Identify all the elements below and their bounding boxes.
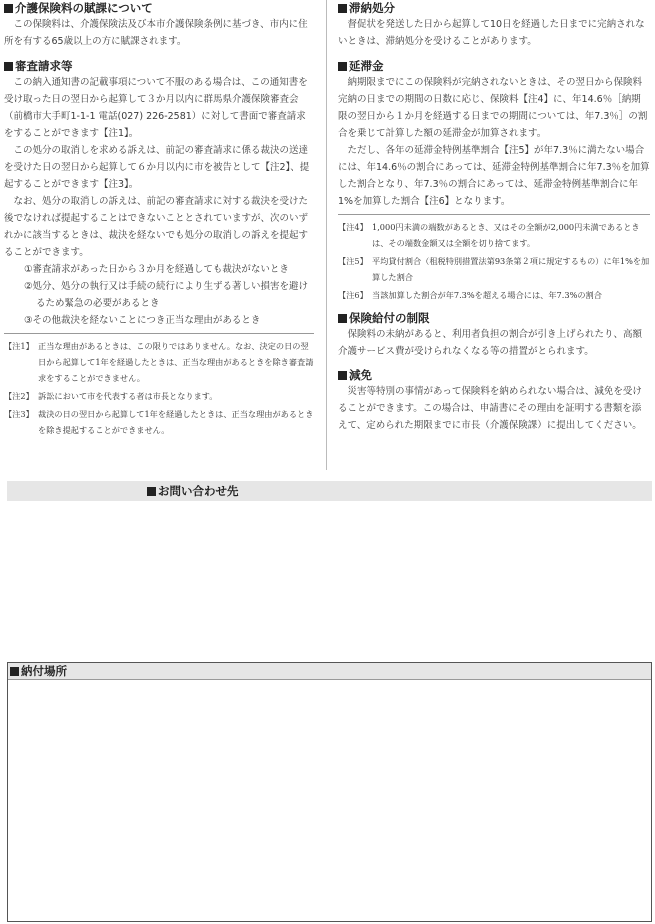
footnote: 【注1】 正当な理由があるときは、この限りではありません。なお、決定の日の翌日から起算して1年を経過したときは、正当な理由があるときを除き審査請求をすることができません。 — [4, 341, 314, 383]
payment-location-box — [7, 662, 652, 922]
square-bullet-icon — [338, 62, 347, 71]
list-item: ①審査請求があった日から３か月を経過しても裁決がないとき — [24, 264, 289, 275]
right-column — [338, 0, 650, 441]
list-item: ②処分、処分の執行又は手続の続行により生ずる著しい損害を避けるため緊急の必要があるとき — [24, 281, 309, 309]
paragraph: なお、処分の取消しの訴えは、前記の審査請求に対する裁決を受けた後でなければ提起することはできないこととされていますが、次のいずれかに該当するときは、裁決を経ないでも処分の取消しの訴えを提起することができます。 — [4, 196, 309, 258]
square-bullet-icon — [147, 487, 156, 496]
section-heading: 保険給付の制限 — [338, 310, 650, 326]
section-delinquency — [338, 0, 650, 50]
footnote: 【注4】 1,000円未満の端数があるとき、又はその全額が2,000円未満であるときは、その端数金額又は全額を切り捨てます。 — [338, 222, 640, 248]
paragraph: 納期限までにこの保険料が完納されないときは、その翌日から保険料完納の日までの期間の日数に応じ、保険料【注4】に、年14.6％［納期限の翌日から１か月を経過する日までの期間については、年7.3％］の割合を乗じて計算した額の延滞金が加算されます。 — [338, 77, 648, 139]
square-bullet-icon — [10, 667, 19, 676]
footnote: 【注6】 当該加算した割合が年7.3%を超える場合には、年7.3%の割合 — [338, 290, 602, 300]
section-body: 督促状を発送した日から起算して10日を経過した日までに完納されないときは、滞納処分を受けることがあります。 — [338, 19, 645, 47]
section-heading: 滞納処分 — [338, 0, 650, 16]
square-bullet-icon — [338, 4, 347, 13]
payment-heading: 納付場所 — [10, 663, 651, 679]
column-divider — [326, 0, 327, 470]
section-appeal — [4, 58, 314, 438]
section-late-fee — [338, 58, 650, 303]
section-assessment — [4, 0, 314, 50]
paragraph: この納入通知書の記載事項について不服のある場合は、この通知書を受け取った日の翌日から起算して３か月以内に群馬県介護保険審査会（前橋市大手町1-1-1 電話(027) 226-2581）に対して書面で審査請求をすることができます【注1】。 — [4, 77, 308, 139]
footnote: 【注2】 訴訟において市を代表する者は市長となります。 — [4, 391, 218, 401]
square-bullet-icon — [338, 314, 347, 323]
square-bullet-icon — [4, 62, 13, 71]
section-body: この保険料は、介護保険法及び本市介護保険条例に基づき、市内に住所を有する65歳以上の方に賦課されます。 — [4, 19, 308, 47]
section-benefit-limit — [338, 310, 650, 360]
section-body: 保険料の未納があると、利用者負担の割合が引き上げられたり、高額介護サービス費が受けられなくなる等の措置がとられます。 — [338, 329, 643, 357]
list-item: ③その他裁決を経ないことにつき正当な理由があるとき — [24, 315, 261, 326]
square-bullet-icon — [338, 371, 347, 380]
section-heading: 延滞金 — [338, 58, 650, 74]
paragraph: ただし、各年の延滞金特例基準割合【注5】が年7.3％に満たない場合には、年14.6％の割合にあっては、延滞金特例基準割合に年7.3％を加算した割合となり、年7.3％の割合にあっては、延滞金特例基準割合に年1%を加算した割合【注6】となります。 — [338, 145, 650, 207]
section-heading: 介護保険料の賦課について — [4, 0, 314, 16]
section-reduction — [338, 367, 650, 434]
contact-bar — [7, 481, 652, 501]
payment-header — [8, 663, 651, 680]
left-column — [4, 0, 314, 445]
section-heading: 減免 — [338, 367, 650, 383]
footnotes — [338, 214, 650, 303]
contact-heading: お問い合わせ先 — [147, 483, 239, 499]
footnote: 【注3】 裁決の日の翌日から起算して1年を経過したときは、正当な理由があるときを除き提起することができません。 — [4, 409, 314, 435]
section-body: 災害等特別の事情があって保険料を納められない場合は、減免を受けることができます。この場合は、申請書にその理由を証明する書類を添えて、定められた期限までに市長（介護保険課）に提出してください。 — [338, 386, 642, 431]
footnotes — [4, 333, 314, 438]
paragraph: この処分の取消しを求める訴えは、前記の審査請求に係る裁決の送達を受けた日の翌日から起算して６か月以内に市を被告として【注2】、提起することができます【注3】。 — [4, 145, 310, 190]
square-bullet-icon — [4, 4, 13, 13]
section-heading: 審査請求等 — [4, 58, 314, 74]
footnote: 【注5】 平均貸付割合（租税特別措置法第93条第２項に規定するもの）に年1%を加算した割合 — [338, 256, 650, 282]
condition-list — [4, 261, 314, 329]
